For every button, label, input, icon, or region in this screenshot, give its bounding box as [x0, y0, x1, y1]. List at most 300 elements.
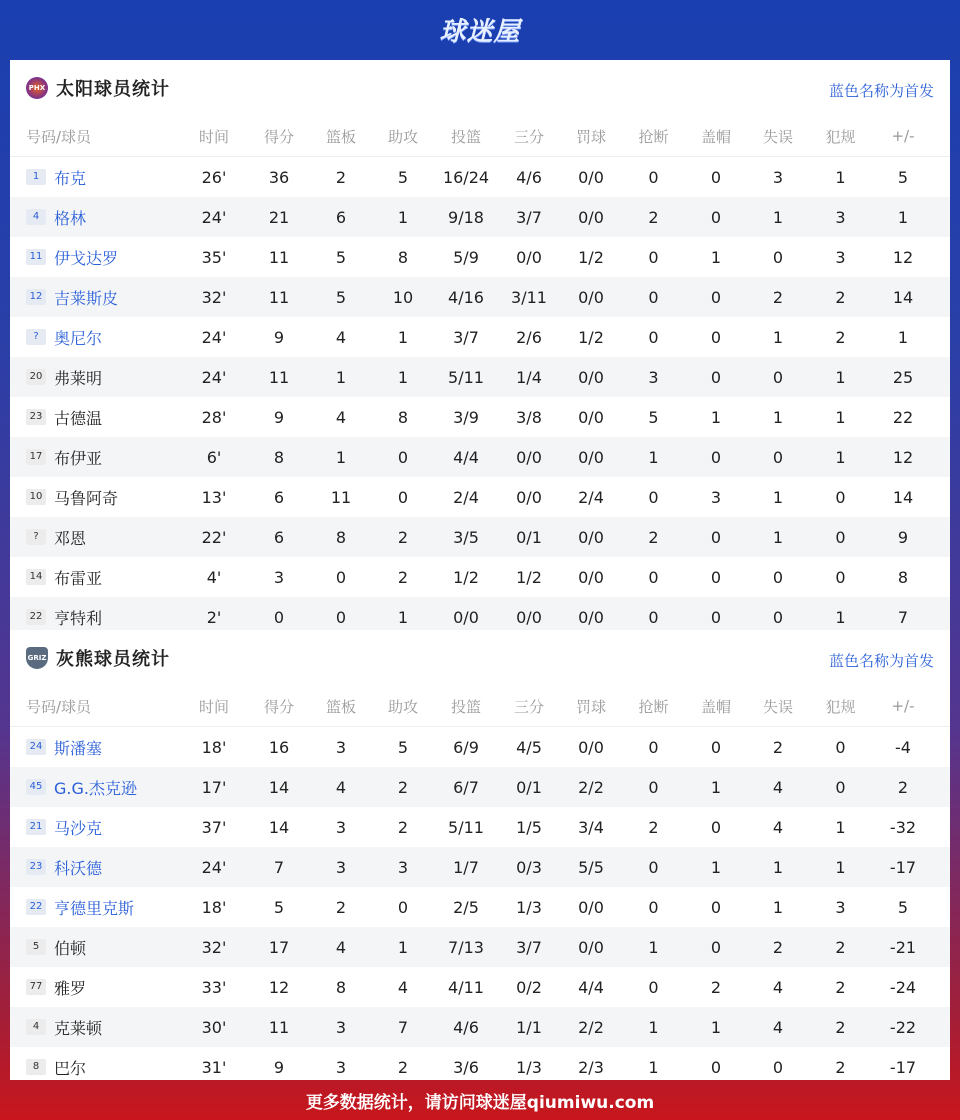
stat-cell: 4' [206, 567, 222, 587]
stat-cell: 9 [273, 327, 285, 347]
jersey-number: 8 [26, 1059, 46, 1075]
stat-cell: 0/0 [578, 287, 604, 307]
stat-cell: 3/6 [453, 1057, 479, 1077]
stat-cell: 1 [772, 897, 784, 917]
stat-cell: 0/0 [578, 897, 604, 917]
stat-cell: 4/5 [516, 737, 542, 757]
player-cell [10, 856, 180, 879]
stat-cell: 2 [897, 777, 909, 797]
stat-cell: 0 [335, 567, 347, 587]
player-cell [10, 976, 180, 999]
stat-cell: 21 [268, 207, 290, 227]
stat-cell: -22 [889, 1017, 917, 1037]
column-header: 失误 [762, 127, 793, 146]
player-name: 伊戈达罗 [54, 248, 119, 268]
player-name: G.G.杰克逊 [54, 778, 137, 798]
stat-cell: 0 [710, 1057, 722, 1077]
stat-cell: 1 [397, 937, 409, 957]
stat-cell: -32 [889, 817, 917, 837]
stat-cell: 0 [772, 1057, 784, 1077]
player-cell [10, 1016, 180, 1039]
player-cell [10, 286, 180, 309]
stat-cell: 5 [397, 737, 409, 757]
stat-cell: 2 [772, 937, 784, 957]
starter-legend: 蓝色名称为首发 [828, 652, 934, 670]
stat-cell: 1 [835, 447, 846, 467]
stat-cell: 25 [892, 367, 914, 387]
stat-cell: 2 [835, 1017, 846, 1037]
stat-cell: 0 [835, 567, 846, 587]
stat-cell: 7 [397, 1017, 409, 1037]
stat-cell: 1 [772, 487, 784, 507]
stat-cell: 18' [201, 897, 227, 917]
stat-cell: 5 [335, 247, 347, 267]
stat-cell: 2 [648, 817, 659, 837]
player-name: 马鲁阿奇 [54, 488, 119, 508]
table-row [10, 927, 950, 967]
stat-cell: 1 [648, 937, 659, 957]
table-row [10, 967, 950, 1007]
stat-cell: 1 [648, 1017, 659, 1037]
stat-cell: 2 [648, 207, 659, 227]
stat-cell: 16 [268, 737, 290, 757]
table-row [10, 1007, 950, 1047]
jersey-number: ? [26, 329, 46, 345]
stat-cell: 1 [710, 1017, 722, 1037]
stat-cell: 1 [710, 857, 722, 877]
player-name: 马沙克 [54, 818, 103, 838]
stat-cell: 0/1 [516, 527, 542, 547]
stat-cell: 0/1 [516, 777, 542, 797]
stat-cell: 3 [335, 817, 347, 837]
table-row [10, 847, 950, 887]
stat-cell: 3 [835, 247, 846, 267]
player-cell [10, 816, 180, 839]
stat-cell: 0/0 [578, 367, 604, 387]
stat-cell: 2/3 [578, 1057, 604, 1077]
stat-cell: 0 [648, 487, 659, 507]
stat-cell: 0 [648, 287, 659, 307]
team-title: 太阳球员统计 [56, 79, 170, 100]
stat-cell: 0 [648, 857, 659, 877]
column-header: 三分 [513, 127, 544, 146]
player-cell [10, 526, 180, 549]
stat-cell: 8 [397, 407, 409, 427]
stat-cell: 1 [772, 527, 784, 547]
stat-cell: 7 [273, 857, 285, 877]
column-header: 犯规 [825, 697, 856, 716]
stat-cell: 4 [397, 977, 409, 997]
stat-cell: 24' [201, 207, 227, 227]
stat-cell: 0/0 [453, 607, 479, 627]
player-name: 布克 [54, 168, 87, 188]
stat-cell: 30' [201, 1017, 227, 1037]
column-header: 得分 [263, 697, 294, 716]
column-header: 投篮 [450, 697, 481, 716]
jersey-number: 11 [26, 249, 46, 265]
stat-cell: 0 [772, 447, 784, 467]
stat-cell: 4 [335, 937, 347, 957]
stat-cell: 3 [772, 167, 784, 187]
player-cell [10, 566, 180, 589]
stat-cell: 0 [710, 817, 722, 837]
jersey-number: 14 [26, 569, 46, 585]
player-name: 亨德里克斯 [54, 898, 135, 918]
stat-cell: 14 [892, 287, 914, 307]
stat-cell: 6/9 [453, 737, 479, 757]
table-row [10, 197, 950, 237]
stat-cell: 16/24 [442, 167, 490, 187]
player-name: 斯潘塞 [54, 738, 103, 758]
stat-cell: 4 [335, 327, 347, 347]
stat-cell: 5 [273, 897, 285, 917]
stat-cell: 0/0 [578, 737, 604, 757]
column-header: +/- [891, 697, 915, 715]
stat-cell: -21 [889, 937, 917, 957]
column-header: 号码/球员 [26, 127, 92, 146]
stat-cell: 1 [835, 407, 846, 427]
stat-cell: 0 [648, 777, 659, 797]
stat-cell: 3 [335, 857, 347, 877]
stat-cell: 1/7 [453, 857, 479, 877]
stat-cell: 1 [648, 1057, 659, 1077]
stat-cell: 17' [201, 777, 227, 797]
stat-cell: 0 [772, 247, 784, 267]
stat-cell: 4/6 [516, 167, 542, 187]
column-header: 失误 [762, 697, 793, 716]
table-row [10, 317, 950, 357]
stat-cell: 0/0 [516, 447, 542, 467]
jersey-number: 77 [26, 979, 46, 995]
column-header: 投篮 [450, 127, 481, 146]
player-name: 巴尔 [54, 1058, 87, 1078]
stat-cell: 1 [835, 607, 846, 627]
stat-cell: 11 [330, 487, 352, 507]
stat-cell: 2/4 [453, 487, 479, 507]
stat-cell: 2 [648, 527, 659, 547]
stat-cell: 24' [201, 857, 227, 877]
stat-cell: 2 [397, 567, 409, 587]
stat-cell: 3/11 [511, 287, 547, 307]
stat-cell: 2 [835, 937, 846, 957]
stat-cell: 1 [772, 207, 784, 227]
stat-cell: 1/2 [453, 567, 479, 587]
table-row [10, 887, 950, 927]
table-row [10, 727, 950, 767]
stat-cell: 0 [835, 777, 846, 797]
stat-cell: 11 [268, 367, 290, 387]
stat-cell: 2/6 [516, 327, 542, 347]
stat-cell: 1 [710, 407, 722, 427]
stat-cell: 3 [835, 897, 846, 917]
jersey-number: 20 [26, 369, 46, 385]
stat-cell: 5 [397, 167, 409, 187]
stat-cell: 14 [268, 817, 290, 837]
stat-cell: -24 [889, 977, 917, 997]
player-rows [10, 727, 950, 1087]
stat-cell: 4/6 [453, 1017, 479, 1037]
stat-cell: 0 [710, 367, 722, 387]
stat-cell: 12 [892, 247, 914, 267]
stat-cell: 2 [835, 287, 846, 307]
starter-legend: 蓝色名称为首发 [828, 82, 934, 100]
jersey-number: 17 [26, 449, 46, 465]
stat-cell: 0/0 [578, 167, 604, 187]
stat-cell: 17 [268, 937, 290, 957]
jersey-number: 4 [26, 1019, 46, 1035]
column-header: 得分 [263, 127, 294, 146]
team-header [10, 630, 950, 686]
stat-cell: 1/3 [516, 897, 542, 917]
player-name: 伯顿 [54, 938, 87, 958]
stat-cell: 0 [397, 487, 409, 507]
stat-cell: 4/4 [578, 977, 604, 997]
stat-cell: 0 [710, 167, 722, 187]
stat-cell: 1 [397, 607, 409, 627]
stat-cell: 4 [772, 817, 784, 837]
stat-cell: 3/5 [453, 527, 479, 547]
stat-cell: 14 [892, 487, 914, 507]
jersey-number: 22 [26, 609, 46, 625]
column-header: 助攻 [387, 127, 418, 146]
stat-cell: 0/0 [516, 607, 542, 627]
stat-cell: 1 [335, 447, 347, 467]
stat-cell: 0 [710, 737, 722, 757]
player-name: 邓恩 [54, 528, 87, 548]
team-header [10, 60, 950, 116]
stat-cell: 0/0 [516, 247, 542, 267]
stat-cell: 6 [273, 487, 285, 507]
stat-cell: 3 [273, 567, 285, 587]
stat-cell: 9 [273, 407, 285, 427]
stat-cell: 12 [892, 447, 914, 467]
player-cell [10, 776, 180, 799]
stat-cell: 37' [201, 817, 227, 837]
stat-cell: 1/1 [516, 1017, 542, 1037]
stat-cell: 2/5 [453, 897, 479, 917]
column-header: 三分 [513, 697, 544, 716]
stat-cell: 9 [897, 527, 909, 547]
stat-cell: 0 [273, 607, 285, 627]
jersey-number: 12 [26, 289, 46, 305]
player-name: 亨特利 [54, 608, 103, 628]
player-cell [10, 896, 180, 919]
stat-cell: 2/2 [578, 777, 604, 797]
stat-cell: 0 [648, 327, 659, 347]
team-title: 灰熊球员统计 [56, 649, 170, 670]
stat-cell: 4 [772, 977, 784, 997]
stat-cell: 32' [201, 287, 227, 307]
stat-cell: 5 [897, 167, 909, 187]
stat-cell: 2 [397, 777, 409, 797]
player-name: 布伊亚 [54, 448, 103, 468]
stat-cell: 5 [648, 407, 659, 427]
player-name: 科沃德 [54, 858, 103, 878]
player-name: 格林 [54, 208, 87, 228]
table-header [10, 116, 950, 157]
table-row [10, 767, 950, 807]
stat-cell: 9 [273, 1057, 285, 1077]
stat-cell: 5 [897, 897, 909, 917]
player-cell [10, 1056, 180, 1079]
stat-cell: 0 [710, 607, 722, 627]
stat-cell: 0 [710, 207, 722, 227]
jersey-number: 45 [26, 779, 46, 795]
stat-cell: 2 [397, 1057, 409, 1077]
stat-cell: -17 [889, 857, 917, 877]
stat-cell: 10 [392, 287, 414, 307]
table-row [10, 477, 950, 517]
stat-cell: 0/0 [578, 937, 604, 957]
stat-cell: 1 [772, 327, 784, 347]
stat-cell: 1/2 [578, 327, 604, 347]
stat-cell: 0 [648, 567, 659, 587]
stat-cell: 5/5 [578, 857, 604, 877]
stat-cell: 6 [335, 207, 347, 227]
stat-cell: 1 [835, 367, 846, 387]
stat-cell: 11 [268, 247, 290, 267]
stat-cell: 1 [835, 817, 846, 837]
column-header: 篮板 [325, 697, 356, 716]
stat-cell: 2 [710, 977, 722, 997]
column-header: 盖帽 [700, 697, 731, 716]
stat-cell: 0 [835, 737, 846, 757]
player-cell [10, 736, 180, 759]
stat-cell: 0 [772, 367, 784, 387]
column-header: 抢断 [638, 697, 669, 716]
stat-cell: 7/13 [448, 937, 484, 957]
player-name: 克莱顿 [54, 1018, 103, 1038]
stat-cell: 0 [397, 897, 409, 917]
stat-cell: -4 [895, 737, 911, 757]
stat-cell: 1 [397, 367, 409, 387]
stat-cell: 8 [897, 567, 909, 587]
stat-cell: 3 [335, 737, 347, 757]
stat-cell: 3/7 [516, 937, 542, 957]
column-header: 篮板 [325, 127, 356, 146]
stat-cell: 8 [335, 527, 347, 547]
stat-cell: 26' [201, 167, 227, 187]
stat-cell: 2 [772, 287, 784, 307]
stat-cell: 6/7 [453, 777, 479, 797]
stat-cell: 3/8 [516, 407, 542, 427]
jersey-number: 5 [26, 939, 46, 955]
stat-cell: 1 [710, 777, 722, 797]
stat-cell: 31' [201, 1057, 227, 1077]
stat-cell: 11 [268, 287, 290, 307]
stat-cell: 0 [710, 567, 722, 587]
stat-cell: 1/2 [578, 247, 604, 267]
stat-cell: 3 [835, 207, 846, 227]
jersey-number: 10 [26, 489, 46, 505]
jersey-number: 23 [26, 409, 46, 425]
stat-cell: 12 [268, 977, 290, 997]
stat-cell: 0 [648, 167, 659, 187]
player-name: 奥尼尔 [54, 328, 103, 348]
suns-logo-icon: PHX [26, 77, 48, 99]
table-row [10, 357, 950, 397]
stat-cell: 1 [710, 247, 722, 267]
stat-cell: 0/0 [578, 207, 604, 227]
player-name: 吉莱斯皮 [54, 288, 119, 308]
stat-cell: 5/11 [448, 817, 484, 837]
player-cell [10, 326, 180, 349]
stat-cell: 0 [648, 247, 659, 267]
stat-cell: 1 [397, 327, 409, 347]
player-cell [10, 366, 180, 389]
stat-cell: 2 [835, 977, 846, 997]
stat-cell: 0 [835, 487, 846, 507]
stat-cell: 7 [897, 607, 909, 627]
player-cell [10, 246, 180, 269]
stat-cell: 13' [201, 487, 227, 507]
stat-cell: 1 [648, 447, 659, 467]
stat-cell: 9/18 [448, 207, 484, 227]
stat-cell: 1/2 [516, 567, 542, 587]
stat-cell: 0 [710, 447, 722, 467]
table-row [10, 557, 950, 597]
stat-cell: 1 [335, 367, 347, 387]
table-row [10, 437, 950, 477]
jersey-number: 24 [26, 739, 46, 755]
stat-cell: 3 [335, 1017, 347, 1037]
stat-cell: 2 [835, 1057, 846, 1077]
player-rows [10, 157, 950, 637]
stat-cell: 24' [201, 327, 227, 347]
column-header: 罚球 [575, 697, 606, 716]
player-name: 布雷亚 [54, 568, 103, 588]
stat-cell: 1/5 [516, 817, 542, 837]
column-header: 助攻 [387, 697, 418, 716]
table-row [10, 807, 950, 847]
stat-cell: 1 [835, 857, 846, 877]
stat-cell: 2 [835, 327, 846, 347]
stat-cell: 2/2 [578, 1017, 604, 1037]
player-cell [10, 206, 180, 229]
column-header: 时间 [198, 127, 229, 146]
stat-cell: 5 [335, 287, 347, 307]
column-header: 罚球 [575, 127, 606, 146]
stat-cell: 0/0 [578, 447, 604, 467]
brand-logo: 球迷屋 [439, 16, 521, 47]
stat-cell: 0/0 [578, 567, 604, 587]
stat-cell: 0/0 [578, 407, 604, 427]
stat-cell: 14 [268, 777, 290, 797]
stat-cell: 0 [648, 737, 659, 757]
stat-cell: 3/4 [578, 817, 604, 837]
stat-cell: 6 [273, 527, 285, 547]
stat-cell: 0/3 [516, 857, 542, 877]
player-name: 古德温 [54, 408, 103, 428]
grizzlies-stats-card [10, 630, 950, 1080]
player-cell [10, 486, 180, 509]
stat-cell: 3 [648, 367, 659, 387]
stat-cell: 28' [201, 407, 227, 427]
jersey-number: 22 [26, 899, 46, 915]
stat-cell: 1/4 [516, 367, 542, 387]
stat-cell: 4 [335, 407, 347, 427]
stat-cell: -17 [889, 1057, 917, 1077]
table-row [10, 237, 950, 277]
table-row [10, 397, 950, 437]
stat-cell: 1 [772, 407, 784, 427]
footer-text: 更多数据统计，请访问球迷屋qiumiwu.com [305, 1092, 655, 1113]
stat-cell: 22' [201, 527, 227, 547]
stat-cell: 0 [648, 897, 659, 917]
stat-cell: 8 [273, 447, 285, 467]
table-row [10, 277, 950, 317]
stat-cell: 0 [397, 447, 409, 467]
